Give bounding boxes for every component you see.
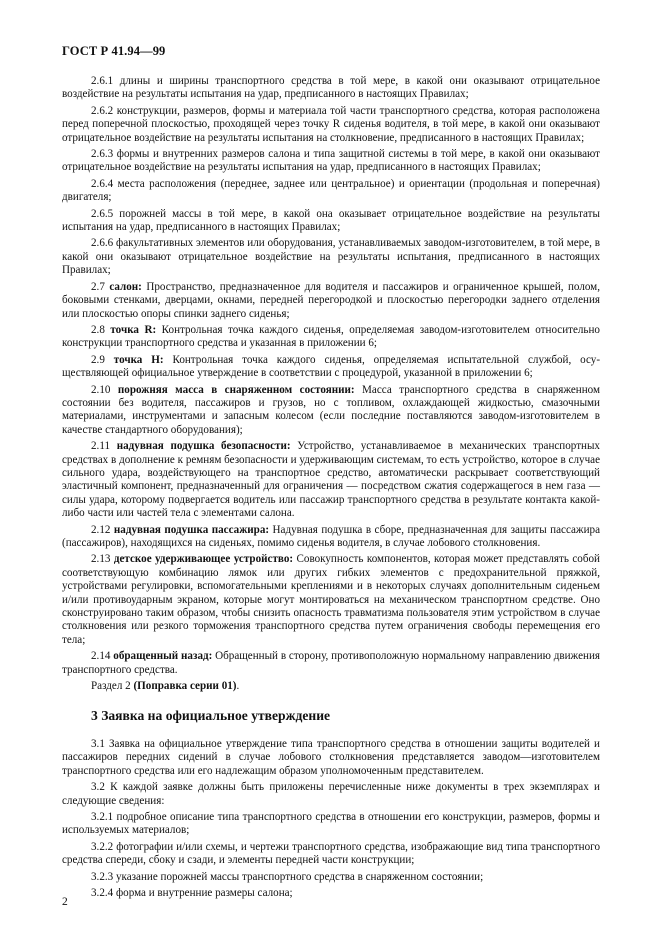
definition-text: Надувная подушка в сборе, предназначенная для защиты пассажира (пассажиров), находящихся на сиденьях, помимо сиденья водителя, в случае лобового столкновения. (62, 523, 601, 549)
definition-number: 2.13 (91, 553, 111, 566)
definition-text: Устройство, устанавливаемое в механических транспортных средствах в дополнение к ремням безопасности и удерживающим системам, то есть устройство, которое в случае сильного удара, воздействующего на транспортное средство, автоматически раскрывает соответствующий эластичный компонент, предназначенный для ограничения — посредством сжатия содержащегося в нем газа — силы удара, которому подвергается водитель или пассажир транспортного средства в результате контакта какой-либо части или частей тела с элементами салона. (62, 440, 600, 520)
paragraph-3-2-4: 3.2.4 форма и внутренние размеры салона; (91, 886, 293, 899)
amendment-note (62, 680, 600, 693)
definition-2-12 (62, 524, 600, 551)
definition-text: Масса транспортного средства в снаряженном состоянии без водителя, пассажиров и грузов, но с топливом, охлаждающей жидкостью, смазочными материалами, инструментами и запасным колесом (если последние поставляются заводом-изготовителем в качестве стандартного оборудования); (62, 383, 600, 436)
definition-term: надувная подушка безопасности: (116, 440, 291, 453)
amendment-prefix: Раздел 2 (91, 680, 131, 693)
amendment-series: (Поправка серии 01) (133, 680, 237, 693)
amendment-suffix: . (236, 680, 240, 693)
section-heading: 3 Заявка на официальное утверждение (91, 708, 331, 724)
definition-number: 2.11 (91, 440, 111, 453)
definition-term: порожняя масса в снаряженном состоянии: (117, 383, 355, 396)
definition-text: Обращенный в сторону, противоположную нормальному направлению движения транспортного средства. (62, 650, 600, 676)
paragraph-2-6-6: 2.6.6 факультативных элементов или оборудования, устанавливаемых заводом-изготовителем, в той мере, в какой они оказывают отрицательное воздействие на результаты испытания, предписанного в настоящих Правилах; (62, 237, 600, 277)
paragraph-3-2: 3.2 К каждой заявке должны быть приложены перечисленные ниже документы в трех экземплярах и следующие сведения: (62, 781, 600, 807)
definition-2-9 (62, 354, 600, 381)
definition-term: надувная подушка пассажира: (113, 523, 270, 536)
paragraph-3-2-1: 3.2.1 подробное описание типа транспортного средства в отношении его конструкции, размеров, формы и используемых материалов; (62, 810, 600, 837)
paragraph-3-1: 3.1 Заявка на официальное утверждение типа транспортного средства в отношении защиты водителей и пассажиров передних сидений в случае лобового столкновения представляется заводом—изготовителем транспортного средства или его надлежащим образом уполномоченным представителем. (62, 737, 600, 777)
definition-number: 2.8 (91, 323, 105, 336)
paragraph-3-2-3: 3.2.3 указание порожней массы транспортного средства в снаряженном состоянии; (91, 870, 484, 883)
definition-term: детское удерживающее устройство: (113, 553, 294, 566)
definition-2-14 (62, 650, 600, 677)
definition-text: Контрольная точка каждого сиденья, определяемая испытательной службой, осуществляющей официальное утверждение в соответствии с процедурой, указанной в приложении 6; (62, 353, 601, 380)
definition-number: 2.7 (91, 280, 105, 293)
paragraph-2-6-3: 2.6.3 формы и внутренних размеров салона и типа защитной системы в той мере, в какой они оказывают отрицательное воздействие на результаты испытания на удар, предписанного в настоящих Правилах; (62, 148, 600, 174)
paragraph-3-2-2: 3.2.2 фотографии и/или схемы, и чертежи транспортного средства, изображающие вид типа транспортного средства спереди, сбоку и сзади, и элементы передней части конструкции; (62, 840, 600, 867)
definition-term: точка H: (113, 353, 164, 366)
definition-number: 2.9 (91, 353, 105, 366)
page-number: 2 (62, 896, 68, 908)
definition-term: салон: (109, 280, 142, 293)
definition-number: 2.12 (91, 523, 111, 536)
definition-text: Пространство, предназначенное для водителя и пассажиров и ограниченное крышей, полом, боковыми стенками, дверцами, окнами, передней перегородкой и плоскостью перегородки заднего отделения или плоскостью опоры спинки заднего сиденья; (62, 280, 600, 320)
definition-term: обращенный назад: (113, 650, 213, 663)
definition-2-8 (62, 324, 600, 351)
paragraph-2-6-2: 2.6.2 конструкции, размеров, формы и материала той части транспортного средства, которая расположена перед поперечной плоскостью, проходящей через точку R сиденья водителя, в той мере, в какой они оказывают отрицательное воздействие на результаты испытания на столкновение, предписанного в настоящих Правилах; (62, 104, 600, 144)
definition-2-10 (62, 384, 600, 438)
document-header: ГОСТ Р 41.94—99 (62, 44, 166, 58)
definition-term: точка R: (110, 323, 157, 336)
paragraph-2-6-5: 2.6.5 порожней массы в той мере, в какой она оказывает отрицательное воздействие на результаты испытания на удар, предписанного в настоящих Правилах; (62, 207, 600, 234)
document-body (62, 75, 600, 903)
definition-text: Контрольная точка каждого сиденья, определяемая заводом-изготовителем относительно конструкции транспортного средства и указанная в приложении 6; (62, 323, 600, 350)
definition-2-13 (62, 553, 600, 647)
definition-2-11 (62, 440, 600, 520)
definition-number: 2.10 (91, 383, 111, 396)
paragraph-2-6-1: 2.6.1 длины и ширины транспортного средства в той мере, в какой они оказывают отрицательное воздействие на результаты испытания на удар, предписанного в настоящих Правилах; (62, 75, 600, 101)
definition-2-7 (62, 281, 600, 321)
definition-text: Совокупность компонентов, которая может представлять собой соответствующую комбинацию лямок или других гибких элементов с предохранительной пряжкой, устройствами регулировки, вспомогательными креплениями и в некоторых случаях дополнительным сиденьем и/или противоударным экраном, которые могут монтироваться на механическом транспортном средстве. Оно сконструировано таким образом, чтобы снизить опасность травматизма пользователя этим устройством в случае столкновения или резкого торможения транспортного средства путем ограничения свободы перемещения его тела; (62, 553, 600, 646)
paragraph-2-6-4: 2.6.4 места расположения (переднее, заднее или центральное) и ориентации (продольная и поперечная) двигателя; (62, 177, 600, 204)
definition-number: 2.14 (91, 650, 111, 663)
